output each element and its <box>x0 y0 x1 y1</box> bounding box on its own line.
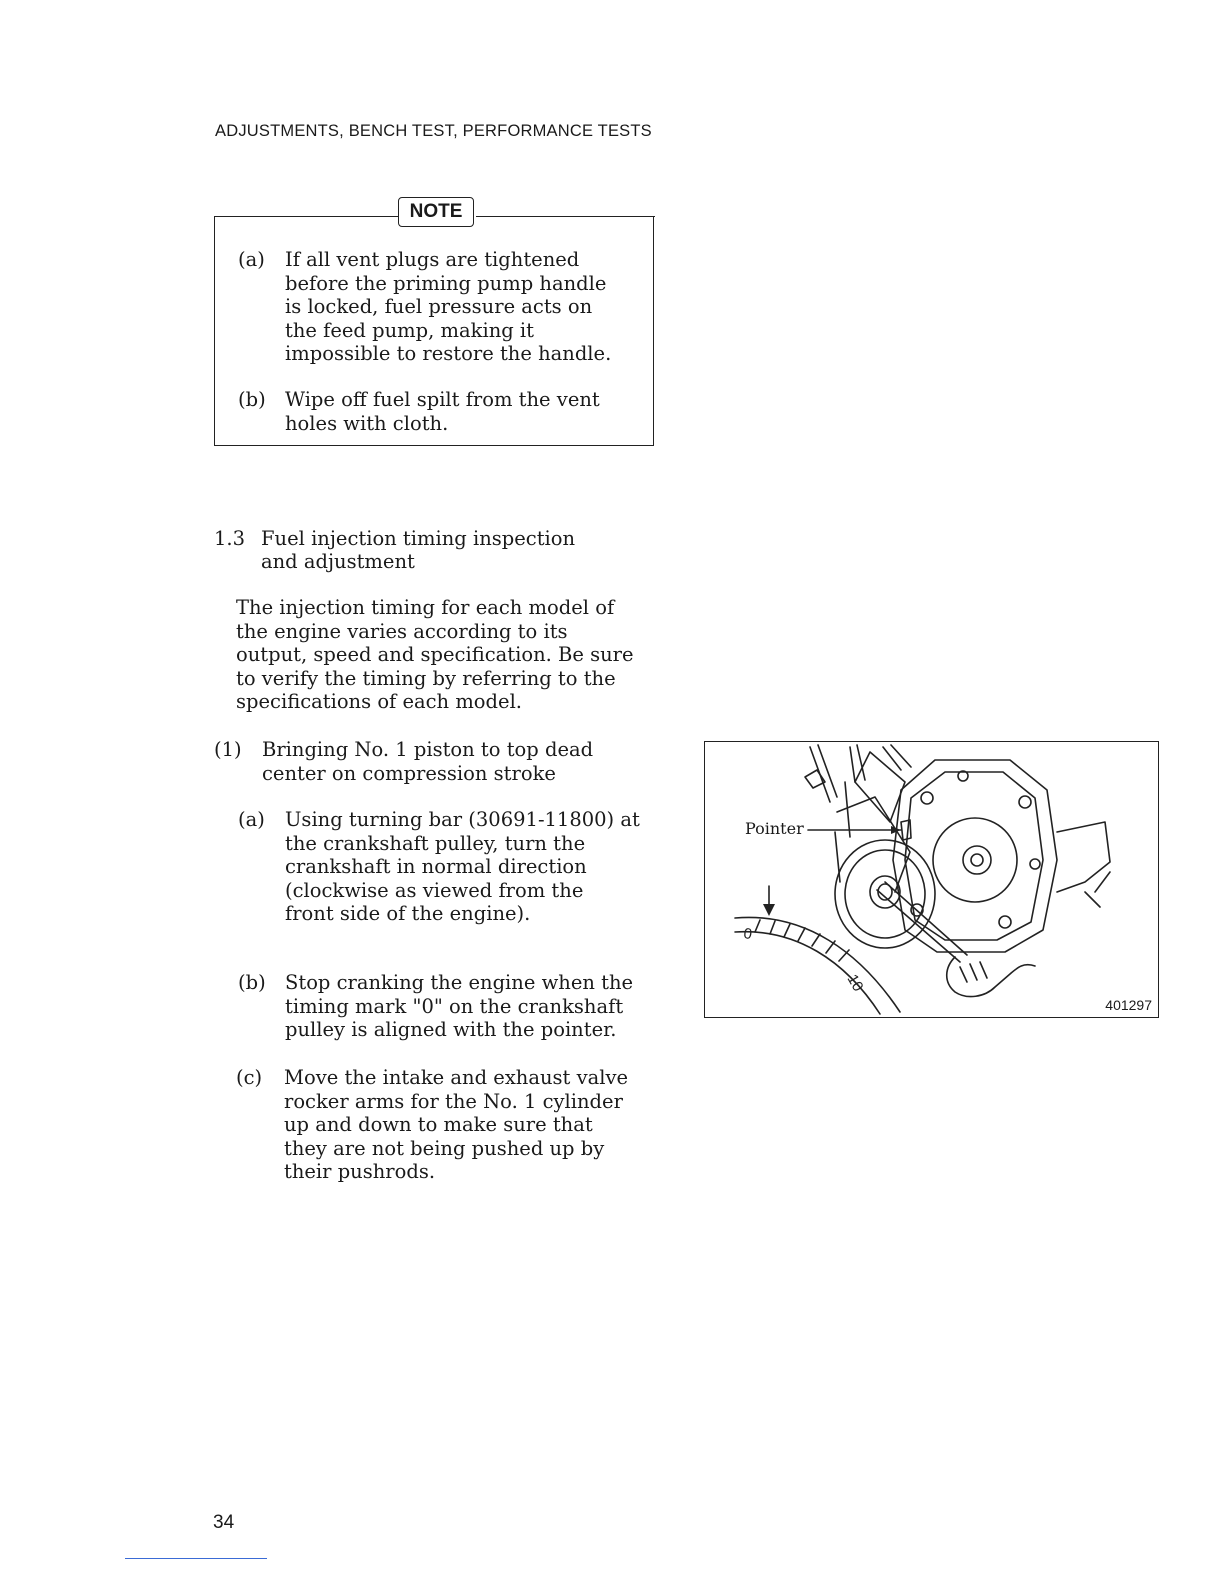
line: the engine varies according to its <box>236 619 568 643</box>
line: Wipe off fuel spilt from the vent <box>285 388 600 411</box>
substep-marker: (c) <box>236 1066 263 1089</box>
substep-marker: (b) <box>238 971 266 994</box>
line: and adjustment <box>261 550 415 574</box>
substep-text <box>285 808 654 926</box>
line: impossible to restore the handle. <box>285 342 612 366</box>
line: The injection timing for each model of <box>236 596 615 619</box>
line: pulley is aligned with the pointer. <box>285 1018 617 1042</box>
note-item-text <box>285 248 633 366</box>
line: holes with cloth. <box>285 411 449 435</box>
note-item-marker: (b) <box>238 388 266 411</box>
bottom-rule <box>125 1558 267 1559</box>
line: Fuel injection timing inspection <box>261 527 576 550</box>
line: Bringing No. 1 piston to top dead <box>262 738 594 761</box>
line: their pushrods. <box>284 1160 436 1184</box>
pointer-label: Pointer <box>745 819 804 838</box>
substep-text <box>285 971 654 1042</box>
scale-mark-ten: 10 <box>843 971 867 995</box>
running-header: ADJUSTMENTS, BENCH TEST, PERFORMANCE TESTS <box>215 122 652 140</box>
substep-text <box>284 1066 652 1184</box>
page-number: 34 <box>213 1512 235 1533</box>
line: specifications of each model. <box>236 690 523 714</box>
note-item-marker: (a) <box>238 248 265 271</box>
line: Using turning bar (30691-11800) at <box>285 808 640 831</box>
note-label: NOTE <box>398 197 474 227</box>
line: to verify the timing by referring to the <box>236 666 616 690</box>
section-title <box>261 527 575 573</box>
line: (clockwise as viewed from the <box>285 878 584 902</box>
line: center on compression stroke <box>262 761 556 785</box>
line: rocker arms for the No. 1 cylinder <box>284 1089 623 1113</box>
line: output, speed and specification. Be sure <box>236 643 634 667</box>
line: they are not being pushed up by <box>284 1136 605 1160</box>
figure-crankshaft-pulley <box>704 741 1159 1018</box>
figure-code: 401297 <box>1105 997 1152 1013</box>
engine-illustration <box>705 742 1159 1018</box>
section-number: 1.3 <box>214 527 246 550</box>
line: Move the intake and exhaust valve <box>284 1066 629 1089</box>
scale-mark-zero: 0 <box>742 925 754 944</box>
step-title <box>262 738 654 785</box>
step-marker: (1) <box>214 738 242 761</box>
line: timing mark "0" on the crankshaft <box>285 994 624 1018</box>
line: up and down to make sure that <box>284 1113 593 1137</box>
line: If all vent plugs are tightened <box>285 248 580 271</box>
line: the feed pump, making it <box>285 318 535 342</box>
line: is locked, fuel pressure acts on <box>285 295 593 319</box>
line: front side of the engine). <box>285 902 531 926</box>
intro-paragraph <box>236 596 653 714</box>
note-item-text <box>285 388 633 435</box>
line: before the priming pump handle <box>285 271 607 295</box>
line: the crankshaft pulley, turn the <box>285 831 586 855</box>
substep-marker: (a) <box>238 808 265 831</box>
line: crankshaft in normal direction <box>285 855 587 879</box>
line: Stop cranking the engine when the <box>285 971 634 994</box>
